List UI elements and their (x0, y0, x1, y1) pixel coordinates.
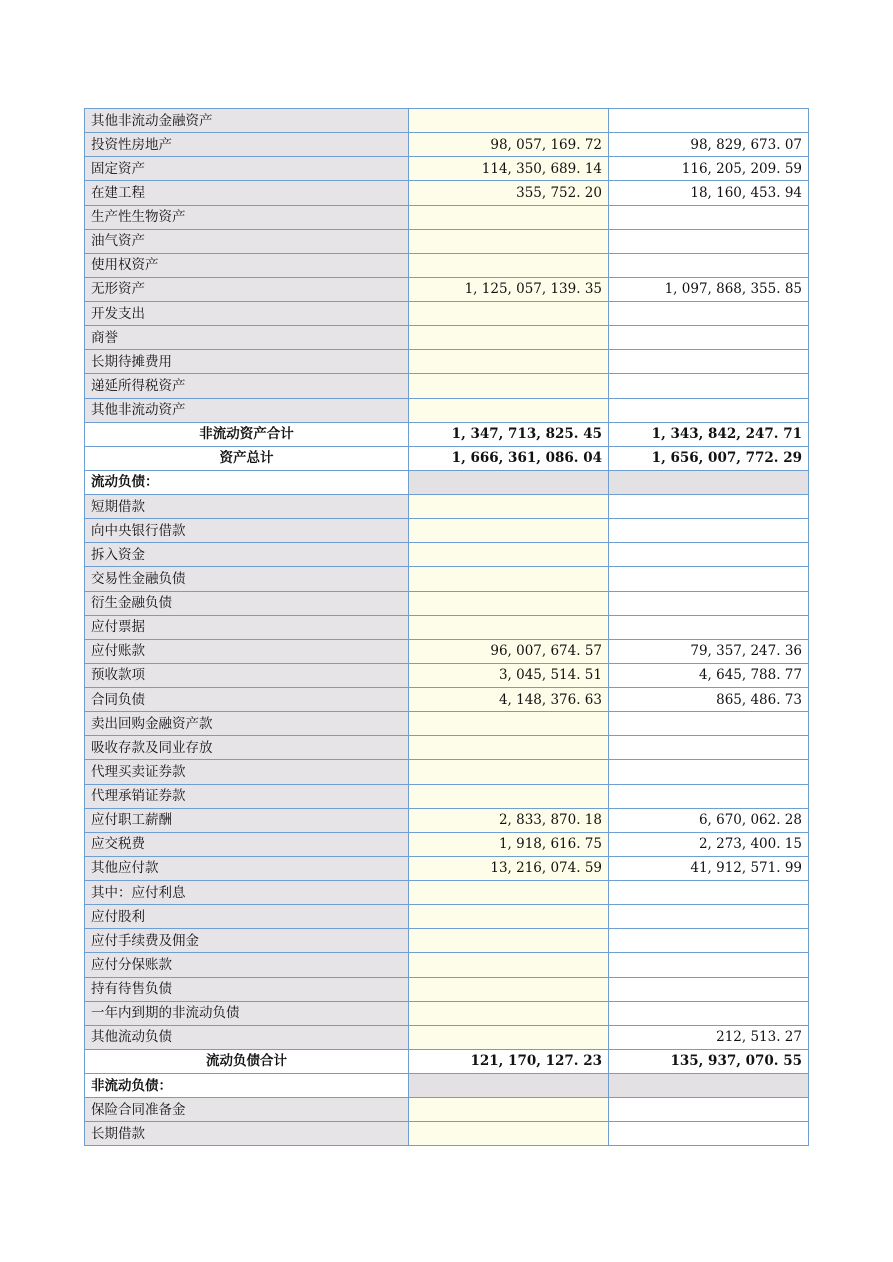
row-label: 预收款项 (85, 663, 409, 687)
row-label: 递延所得税资产 (85, 374, 409, 398)
current-period-value (409, 1001, 609, 1025)
current-period-value (409, 1098, 609, 1122)
row-label: 长期待摊费用 (85, 350, 409, 374)
table-row (85, 1098, 809, 1122)
balance-sheet-table (84, 108, 809, 1146)
row-label: 吸收存款及同业存放 (85, 736, 409, 760)
previous-period-value (609, 229, 809, 253)
previous-period-value (609, 881, 809, 905)
previous-period-value: 6, 670, 062. 28 (609, 808, 809, 832)
previous-period-value (609, 784, 809, 808)
current-period-value (409, 326, 609, 350)
previous-period-value (609, 760, 809, 784)
previous-period-value: 116, 205, 209. 59 (609, 157, 809, 181)
table-row (85, 133, 809, 157)
table-row (85, 784, 809, 808)
table-row (85, 639, 809, 663)
current-period-value (409, 109, 609, 133)
previous-period-value (609, 736, 809, 760)
row-label: 使用权资产 (85, 253, 409, 277)
row-label: 其他非流动资产 (85, 398, 409, 422)
table-row (85, 615, 809, 639)
current-period-value (409, 953, 609, 977)
previous-period-value: 1, 097, 868, 355. 85 (609, 277, 809, 301)
previous-period-value: 1, 656, 007, 772. 29 (609, 446, 809, 470)
previous-period-value (609, 326, 809, 350)
current-period-value (409, 205, 609, 229)
current-period-value (409, 1025, 609, 1049)
previous-period-value (609, 470, 809, 494)
row-label: 应付账款 (85, 639, 409, 663)
previous-period-value (609, 712, 809, 736)
current-period-value (409, 1122, 609, 1146)
table-row (85, 712, 809, 736)
previous-period-value: 1, 343, 842, 247. 71 (609, 422, 809, 446)
table-row (85, 253, 809, 277)
row-label: 投资性房地产 (85, 133, 409, 157)
table-row (85, 205, 809, 229)
previous-period-value (609, 350, 809, 374)
table-row (85, 953, 809, 977)
previous-period-value (609, 591, 809, 615)
balance-sheet-body (85, 109, 809, 1146)
row-label: 应付票据 (85, 615, 409, 639)
table-row (85, 181, 809, 205)
row-label: 短期借款 (85, 495, 409, 519)
row-label: 其他应付款 (85, 856, 409, 880)
table-row (85, 881, 809, 905)
table-row (85, 808, 809, 832)
previous-period-value (609, 543, 809, 567)
current-period-value (409, 302, 609, 326)
current-period-value (409, 760, 609, 784)
row-label: 流动负债合计 (85, 1049, 409, 1073)
previous-period-value (609, 567, 809, 591)
previous-period-value (609, 953, 809, 977)
current-period-value: 114, 350, 689. 14 (409, 157, 609, 181)
row-label: 生产性生物资产 (85, 205, 409, 229)
current-period-value (409, 1074, 609, 1098)
table-row (85, 326, 809, 350)
row-label: 在建工程 (85, 181, 409, 205)
table-row (85, 1001, 809, 1025)
row-label: 流动负债： (85, 470, 409, 494)
table-row (85, 1025, 809, 1049)
row-label: 持有待售负债 (85, 977, 409, 1001)
current-period-value (409, 881, 609, 905)
table-row (85, 229, 809, 253)
current-period-value: 4, 148, 376. 63 (409, 688, 609, 712)
previous-period-value: 4, 645, 788. 77 (609, 663, 809, 687)
current-period-value (409, 736, 609, 760)
table-row (85, 157, 809, 181)
previous-period-value (609, 977, 809, 1001)
row-label: 其他流动负债 (85, 1025, 409, 1049)
row-label: 其他非流动金融资产 (85, 109, 409, 133)
row-label: 固定资产 (85, 157, 409, 181)
previous-period-value: 98, 829, 673. 07 (609, 133, 809, 157)
previous-period-value (609, 302, 809, 326)
current-period-value (409, 253, 609, 277)
previous-period-value (609, 398, 809, 422)
current-period-value: 96, 007, 674. 57 (409, 639, 609, 663)
current-period-value (409, 929, 609, 953)
previous-period-value (609, 205, 809, 229)
previous-period-value (609, 1098, 809, 1122)
current-period-value (409, 543, 609, 567)
current-period-value (409, 398, 609, 422)
row-label: 商誉 (85, 326, 409, 350)
table-row (85, 929, 809, 953)
previous-period-value (609, 929, 809, 953)
current-period-value (409, 470, 609, 494)
current-period-value (409, 229, 609, 253)
table-row (85, 519, 809, 543)
table-row (85, 109, 809, 133)
row-label: 无形资产 (85, 277, 409, 301)
table-row (85, 688, 809, 712)
previous-period-value (609, 615, 809, 639)
table-row (85, 736, 809, 760)
previous-period-value: 865, 486. 73 (609, 688, 809, 712)
current-period-value: 1, 918, 616. 75 (409, 832, 609, 856)
row-label: 非流动负债： (85, 1074, 409, 1098)
current-period-value: 1, 125, 057, 139. 35 (409, 277, 609, 301)
table-row (85, 398, 809, 422)
current-period-value (409, 905, 609, 929)
table-row (85, 832, 809, 856)
row-label: 其中：应付利息 (85, 881, 409, 905)
current-period-value (409, 591, 609, 615)
previous-period-value (609, 1122, 809, 1146)
table-row (85, 856, 809, 880)
row-label: 向中央银行借款 (85, 519, 409, 543)
row-label: 应付手续费及佣金 (85, 929, 409, 953)
previous-period-value (609, 1001, 809, 1025)
section-header-row (85, 470, 809, 494)
table-row (85, 567, 809, 591)
row-label: 应付分保账款 (85, 953, 409, 977)
table-row (85, 760, 809, 784)
row-label: 交易性金融负债 (85, 567, 409, 591)
current-period-value (409, 350, 609, 374)
subtotal-row (85, 1049, 809, 1073)
row-label: 保险合同准备金 (85, 1098, 409, 1122)
current-period-value: 1, 666, 361, 086. 04 (409, 446, 609, 470)
previous-period-value (609, 253, 809, 277)
current-period-value: 98, 057, 169. 72 (409, 133, 609, 157)
previous-period-value: 135, 937, 070. 55 (609, 1049, 809, 1073)
row-label: 应付职工薪酬 (85, 808, 409, 832)
row-label: 代理买卖证券款 (85, 760, 409, 784)
table-row (85, 543, 809, 567)
previous-period-value: 2, 273, 400. 15 (609, 832, 809, 856)
table-row (85, 302, 809, 326)
previous-period-value (609, 905, 809, 929)
row-label: 长期借款 (85, 1122, 409, 1146)
table-row (85, 1122, 809, 1146)
current-period-value (409, 977, 609, 1001)
table-row (85, 905, 809, 929)
current-period-value: 3, 045, 514. 51 (409, 663, 609, 687)
previous-period-value: 212, 513. 27 (609, 1025, 809, 1049)
current-period-value (409, 784, 609, 808)
current-period-value (409, 495, 609, 519)
table-row (85, 374, 809, 398)
table-row (85, 277, 809, 301)
current-period-value (409, 519, 609, 543)
row-label: 衍生金融负债 (85, 591, 409, 615)
table-row (85, 663, 809, 687)
row-label: 开发支出 (85, 302, 409, 326)
row-label: 合同负债 (85, 688, 409, 712)
previous-period-value (609, 1074, 809, 1098)
current-period-value: 13, 216, 074. 59 (409, 856, 609, 880)
table-row (85, 495, 809, 519)
current-period-value: 2, 833, 870. 18 (409, 808, 609, 832)
current-period-value (409, 712, 609, 736)
previous-period-value (609, 374, 809, 398)
table-row (85, 350, 809, 374)
table-row (85, 977, 809, 1001)
row-label: 代理承销证券款 (85, 784, 409, 808)
table-row (85, 591, 809, 615)
row-label: 应交税费 (85, 832, 409, 856)
previous-period-value (609, 495, 809, 519)
current-period-value: 1, 347, 713, 825. 45 (409, 422, 609, 446)
row-label: 油气资产 (85, 229, 409, 253)
current-period-value: 355, 752. 20 (409, 181, 609, 205)
previous-period-value (609, 109, 809, 133)
current-period-value (409, 374, 609, 398)
row-label: 一年内到期的非流动负债 (85, 1001, 409, 1025)
previous-period-value: 79, 357, 247. 36 (609, 639, 809, 663)
previous-period-value: 41, 912, 571. 99 (609, 856, 809, 880)
current-period-value (409, 567, 609, 591)
row-label: 非流动资产合计 (85, 422, 409, 446)
current-period-value (409, 615, 609, 639)
subtotal-row (85, 446, 809, 470)
row-label: 资产总计 (85, 446, 409, 470)
section-header-row (85, 1074, 809, 1098)
previous-period-value: 18, 160, 453. 94 (609, 181, 809, 205)
row-label: 卖出回购金融资产款 (85, 712, 409, 736)
previous-period-value (609, 519, 809, 543)
subtotal-row (85, 422, 809, 446)
row-label: 应付股利 (85, 905, 409, 929)
current-period-value: 121, 170, 127. 23 (409, 1049, 609, 1073)
row-label: 拆入资金 (85, 543, 409, 567)
